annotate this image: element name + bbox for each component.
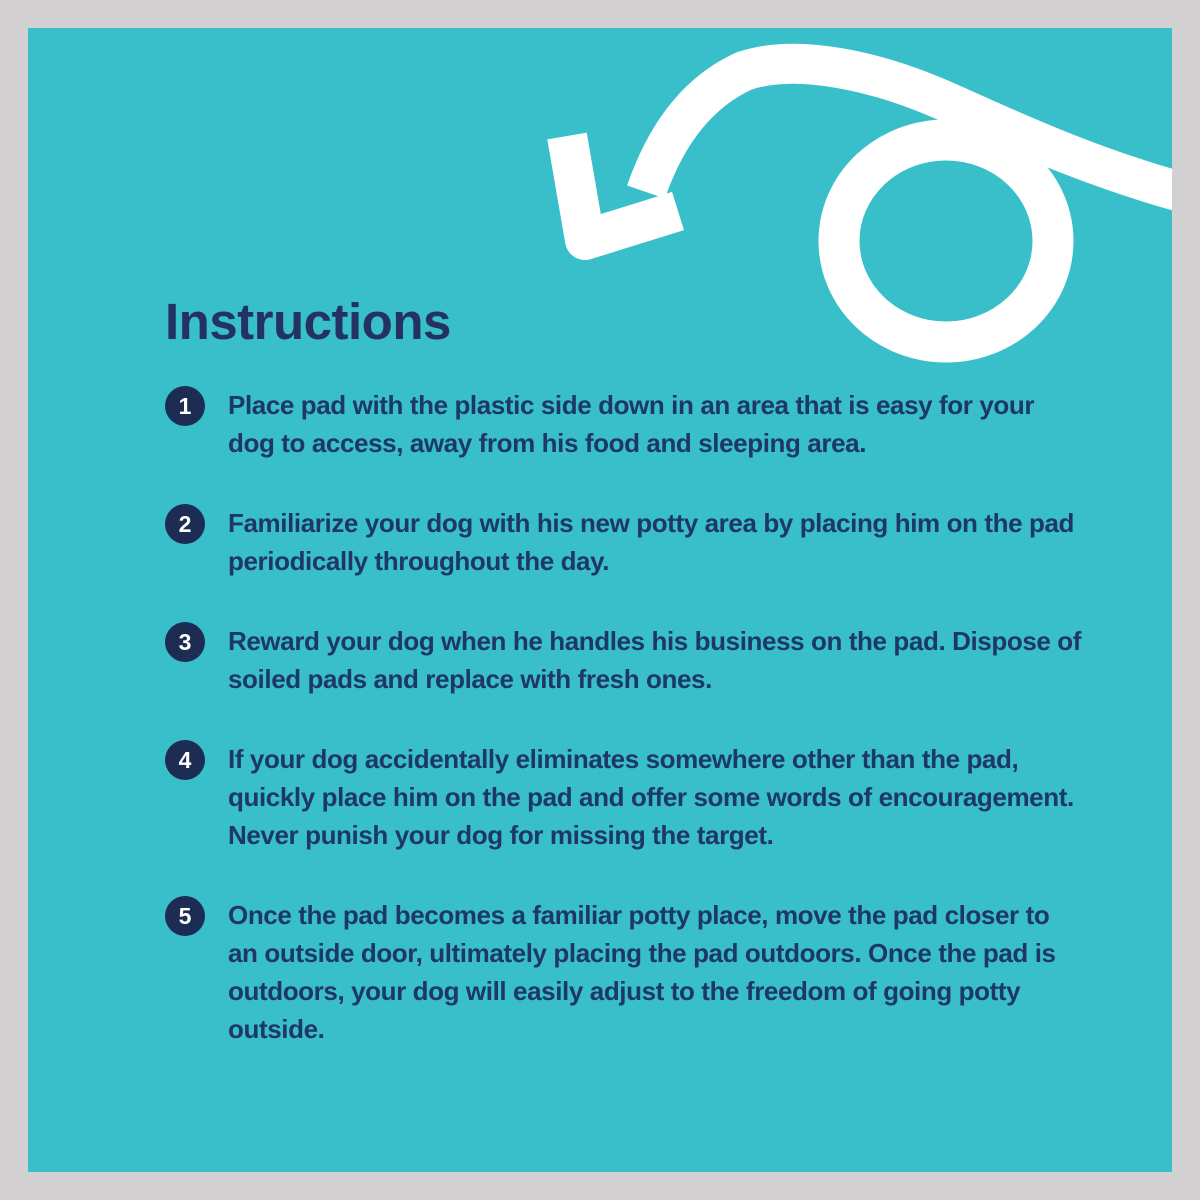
step-number-badge <box>165 740 205 780</box>
step-number: 4 <box>178 746 192 773</box>
step-number: 5 <box>178 902 192 929</box>
arrow-shaft <box>646 64 1172 197</box>
page-title: Instructions <box>165 293 451 350</box>
list-item <box>165 504 1085 580</box>
arrow-loop <box>839 140 1053 342</box>
step-text: Place pad with the plastic side down in an area that is easy for your dog to access, away from his food and sleeping area. <box>228 390 1035 458</box>
list-item <box>165 896 1085 1048</box>
arrow-head <box>567 136 678 240</box>
step-number-badge <box>165 386 205 426</box>
step-text: If your dog accidentally eliminates somewhere other than the pad, quickly place him on the pad and offer some words of encouragement. Never punish your dog for missing the target. <box>228 744 1074 850</box>
step-text: Reward your dog when he handles his business on the pad. Dispose of soiled pads and replace with fresh ones. <box>228 626 1081 694</box>
step-number: 3 <box>178 628 192 655</box>
step-number: 1 <box>178 392 192 419</box>
step-text: Once the pad becomes a familiar potty place, move the pad closer to an outside door, ultimately placing the pad outdoors. Once the pad is outdoors, your dog will easily adjust to the freedom of going potty outside. <box>228 900 1056 1044</box>
step-number-badge <box>165 504 205 544</box>
instructions-panel <box>28 28 1172 1172</box>
step-number-badge <box>165 622 205 662</box>
list-item <box>165 622 1085 698</box>
steps-list <box>165 386 1085 1090</box>
step-number: 2 <box>178 510 192 537</box>
list-item <box>165 740 1085 854</box>
list-item <box>165 386 1085 462</box>
step-text: Familiarize your dog with his new potty area by placing him on the pad periodically throughout the day. <box>228 508 1075 576</box>
step-number-badge <box>165 896 205 936</box>
